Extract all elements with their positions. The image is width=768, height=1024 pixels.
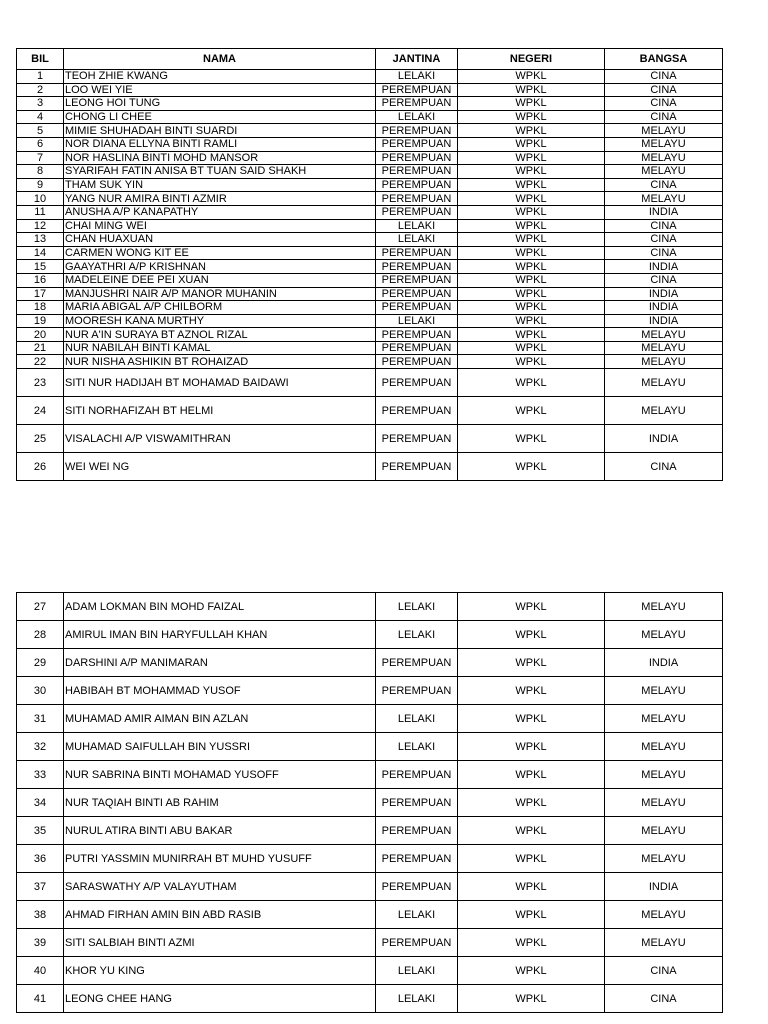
cell-nama: TEOH ZHIE KWANG	[64, 70, 376, 84]
cell-jantina: PEREMPUAN	[376, 151, 458, 165]
cell-bangsa: MELAYU	[605, 593, 723, 621]
cell-jantina: PEREMPUAN	[376, 929, 458, 957]
cell-jantina: LELAKI	[376, 233, 458, 247]
cell-negeri: WPKL	[458, 425, 605, 453]
cell-jantina: LELAKI	[376, 621, 458, 649]
cell-negeri: WPKL	[458, 355, 605, 369]
cell-bil: 33	[17, 761, 64, 789]
cell-bangsa: MELAYU	[605, 165, 723, 179]
cell-jantina: PEREMPUAN	[376, 355, 458, 369]
cell-negeri: WPKL	[458, 985, 605, 1013]
cell-bangsa: MELAYU	[605, 901, 723, 929]
cell-bil: 6	[17, 137, 64, 151]
cell-bil: 15	[17, 260, 64, 274]
cell-negeri: WPKL	[458, 260, 605, 274]
table-row	[17, 233, 723, 247]
cell-bil: 1	[17, 70, 64, 84]
cell-bangsa: MELAYU	[605, 341, 723, 355]
table-row	[17, 425, 723, 453]
cell-bangsa: INDIA	[605, 314, 723, 328]
cell-nama: CHAI MING WEI	[64, 219, 376, 233]
table-row	[17, 137, 723, 151]
cell-nama: NUR SABRINA BINTI MOHAMAD YUSOFF	[64, 761, 376, 789]
cell-bangsa: CINA	[605, 233, 723, 247]
cell-jantina: PEREMPUAN	[376, 328, 458, 342]
cell-nama: WEI WEI NG	[64, 453, 376, 481]
cell-bangsa: MELAYU	[605, 705, 723, 733]
cell-nama: CHONG LI CHEE	[64, 110, 376, 124]
cell-bil: 27	[17, 593, 64, 621]
cell-nama: SYARIFAH FATIN ANISA BT TUAN SAID SHAKH	[64, 165, 376, 179]
cell-negeri: WPKL	[458, 151, 605, 165]
cell-bil: 10	[17, 192, 64, 206]
cell-negeri: WPKL	[458, 901, 605, 929]
cell-negeri: WPKL	[458, 110, 605, 124]
cell-nama: LEONG CHEE HANG	[64, 985, 376, 1013]
header-jantina: JANTINA	[376, 49, 458, 70]
cell-negeri: WPKL	[458, 453, 605, 481]
cell-jantina: PEREMPUAN	[376, 761, 458, 789]
cell-negeri: WPKL	[458, 273, 605, 287]
cell-jantina: PEREMPUAN	[376, 301, 458, 315]
cell-bangsa: MELAYU	[605, 677, 723, 705]
header-negeri: NEGERI	[458, 49, 605, 70]
cell-nama: NUR TAQIAH BINTI AB RAHIM	[64, 789, 376, 817]
cell-bil: 38	[17, 901, 64, 929]
cell-nama: LOO WEI YIE	[64, 83, 376, 97]
cell-jantina: LELAKI	[376, 219, 458, 233]
table-row	[17, 649, 723, 677]
cell-jantina: PEREMPUAN	[376, 817, 458, 845]
cell-nama: GAAYATHRI A/P KRISHNAN	[64, 260, 376, 274]
cell-bil: 3	[17, 97, 64, 111]
cell-negeri: WPKL	[458, 341, 605, 355]
student-table-page-2	[16, 592, 723, 1013]
cell-bil: 21	[17, 341, 64, 355]
cell-bangsa: CINA	[605, 83, 723, 97]
cell-jantina: PEREMPUAN	[376, 425, 458, 453]
cell-nama: HABIBAH BT MOHAMMAD YUSOF	[64, 677, 376, 705]
cell-bangsa: MELAYU	[605, 621, 723, 649]
table-row	[17, 83, 723, 97]
cell-negeri: WPKL	[458, 165, 605, 179]
cell-jantina: LELAKI	[376, 314, 458, 328]
cell-bangsa: INDIA	[605, 287, 723, 301]
table-row	[17, 369, 723, 397]
table-row	[17, 273, 723, 287]
cell-jantina: PEREMPUAN	[376, 677, 458, 705]
cell-bangsa: MELAYU	[605, 369, 723, 397]
table-row	[17, 929, 723, 957]
cell-bil: 26	[17, 453, 64, 481]
cell-bil: 7	[17, 151, 64, 165]
cell-negeri: WPKL	[458, 621, 605, 649]
table-row	[17, 733, 723, 761]
table-row	[17, 873, 723, 901]
cell-negeri: WPKL	[458, 957, 605, 985]
cell-nama: MUHAMAD AMIR AIMAN BIN AZLAN	[64, 705, 376, 733]
cell-bangsa: MELAYU	[605, 397, 723, 425]
cell-bil: 32	[17, 733, 64, 761]
cell-bil: 2	[17, 83, 64, 97]
header-nama: NAMA	[64, 49, 376, 70]
cell-nama: NURUL ATIRA BINTI ABU BAKAR	[64, 817, 376, 845]
table-row	[17, 593, 723, 621]
header-bil: BIL	[17, 49, 64, 70]
cell-bil: 29	[17, 649, 64, 677]
cell-negeri: WPKL	[458, 593, 605, 621]
cell-negeri: WPKL	[458, 124, 605, 138]
cell-negeri: WPKL	[458, 817, 605, 845]
table-row	[17, 219, 723, 233]
cell-bangsa: INDIA	[605, 260, 723, 274]
cell-nama: MUHAMAD SAIFULLAH BIN YUSSRI	[64, 733, 376, 761]
cell-jantina: LELAKI	[376, 733, 458, 761]
cell-jantina: PEREMPUAN	[376, 453, 458, 481]
cell-nama: NUR NABILAH BINTI KAMAL	[64, 341, 376, 355]
cell-bangsa: CINA	[605, 70, 723, 84]
table-row	[17, 165, 723, 179]
cell-bil: 17	[17, 287, 64, 301]
cell-bangsa: MELAYU	[605, 845, 723, 873]
cell-jantina: PEREMPUAN	[376, 369, 458, 397]
cell-bil: 13	[17, 233, 64, 247]
table-row	[17, 341, 723, 355]
cell-jantina: PEREMPUAN	[376, 192, 458, 206]
cell-jantina: LELAKI	[376, 110, 458, 124]
cell-nama: SITI SALBIAH BINTI AZMI	[64, 929, 376, 957]
table-row	[17, 817, 723, 845]
cell-negeri: WPKL	[458, 287, 605, 301]
cell-jantina: PEREMPUAN	[376, 83, 458, 97]
cell-bil: 37	[17, 873, 64, 901]
cell-bangsa: MELAYU	[605, 761, 723, 789]
cell-negeri: WPKL	[458, 845, 605, 873]
cell-nama: CHAN HUAXUAN	[64, 233, 376, 247]
table-row	[17, 301, 723, 315]
cell-jantina: PEREMPUAN	[376, 397, 458, 425]
cell-jantina: PEREMPUAN	[376, 873, 458, 901]
cell-jantina: PEREMPUAN	[376, 260, 458, 274]
cell-nama: AHMAD FIRHAN AMIN BIN ABD RASIB	[64, 901, 376, 929]
cell-bil: 25	[17, 425, 64, 453]
cell-nama: KHOR YU KING	[64, 957, 376, 985]
cell-jantina: PEREMPUAN	[376, 124, 458, 138]
cell-bil: 9	[17, 178, 64, 192]
cell-bil: 19	[17, 314, 64, 328]
table-row	[17, 355, 723, 369]
cell-nama: AMIRUL IMAN BIN HARYFULLAH KHAN	[64, 621, 376, 649]
cell-jantina: LELAKI	[376, 70, 458, 84]
cell-bil: 23	[17, 369, 64, 397]
table-row	[17, 110, 723, 124]
table-row	[17, 453, 723, 481]
cell-bangsa: CINA	[605, 985, 723, 1013]
cell-bangsa: CINA	[605, 219, 723, 233]
table-row	[17, 287, 723, 301]
cell-jantina: PEREMPUAN	[376, 287, 458, 301]
cell-negeri: WPKL	[458, 873, 605, 901]
cell-negeri: WPKL	[458, 178, 605, 192]
cell-bangsa: CINA	[605, 178, 723, 192]
cell-nama: MIMIE SHUHADAH BINTI SUARDI	[64, 124, 376, 138]
cell-jantina: LELAKI	[376, 901, 458, 929]
table-row	[17, 124, 723, 138]
table-row	[17, 845, 723, 873]
cell-bil: 22	[17, 355, 64, 369]
table-body-1	[17, 70, 723, 481]
table-body-2	[17, 593, 723, 1013]
cell-jantina: PEREMPUAN	[376, 137, 458, 151]
cell-negeri: WPKL	[458, 733, 605, 761]
cell-bil: 34	[17, 789, 64, 817]
cell-negeri: WPKL	[458, 192, 605, 206]
cell-bil: 24	[17, 397, 64, 425]
cell-negeri: WPKL	[458, 649, 605, 677]
cell-jantina: PEREMPUAN	[376, 246, 458, 260]
cell-negeri: WPKL	[458, 761, 605, 789]
cell-negeri: WPKL	[458, 97, 605, 111]
cell-jantina: PEREMPUAN	[376, 273, 458, 287]
table-row	[17, 205, 723, 219]
cell-nama: VISALACHI A/P VISWAMITHRAN	[64, 425, 376, 453]
cell-bangsa: MELAYU	[605, 817, 723, 845]
cell-jantina: PEREMPUAN	[376, 845, 458, 873]
cell-negeri: WPKL	[458, 929, 605, 957]
table-row	[17, 70, 723, 84]
cell-bangsa: CINA	[605, 453, 723, 481]
table-row	[17, 260, 723, 274]
student-table-page-1	[16, 48, 723, 481]
cell-negeri: WPKL	[458, 328, 605, 342]
table-row	[17, 705, 723, 733]
cell-negeri: WPKL	[458, 83, 605, 97]
cell-jantina: PEREMPUAN	[376, 165, 458, 179]
cell-negeri: WPKL	[458, 233, 605, 247]
header-bangsa: BANGSA	[605, 49, 723, 70]
cell-nama: NUR NISHA ASHIKIN BT ROHAIZAD	[64, 355, 376, 369]
cell-bil: 14	[17, 246, 64, 260]
cell-nama: SARASWATHY A/P VALAYUTHAM	[64, 873, 376, 901]
cell-bangsa: CINA	[605, 273, 723, 287]
cell-nama: SITI NUR HADIJAH BT MOHAMAD BAIDAWI	[64, 369, 376, 397]
table-row	[17, 328, 723, 342]
cell-bil: 20	[17, 328, 64, 342]
cell-negeri: WPKL	[458, 246, 605, 260]
table-row	[17, 178, 723, 192]
cell-bangsa: MELAYU	[605, 789, 723, 817]
cell-bil: 16	[17, 273, 64, 287]
table-row	[17, 985, 723, 1013]
cell-jantina: LELAKI	[376, 593, 458, 621]
cell-bangsa: CINA	[605, 97, 723, 111]
cell-bangsa: MELAYU	[605, 733, 723, 761]
cell-negeri: WPKL	[458, 705, 605, 733]
cell-negeri: WPKL	[458, 137, 605, 151]
cell-negeri: WPKL	[458, 314, 605, 328]
cell-bil: 31	[17, 705, 64, 733]
cell-bil: 28	[17, 621, 64, 649]
cell-bil: 40	[17, 957, 64, 985]
cell-jantina: LELAKI	[376, 985, 458, 1013]
cell-nama: ADAM LOKMAN BIN MOHD FAIZAL	[64, 593, 376, 621]
cell-bil: 8	[17, 165, 64, 179]
cell-bangsa: INDIA	[605, 873, 723, 901]
table-row	[17, 761, 723, 789]
cell-nama: NOR HASLINA BINTI MOHD MANSOR	[64, 151, 376, 165]
cell-bangsa: CINA	[605, 957, 723, 985]
cell-nama: NOR DIANA ELLYNA BINTI RAMLI	[64, 137, 376, 151]
cell-jantina: PEREMPUAN	[376, 205, 458, 219]
cell-bangsa: MELAYU	[605, 328, 723, 342]
cell-nama: MANJUSHRI NAIR A/P MANOR MUHANIN	[64, 287, 376, 301]
table-row	[17, 397, 723, 425]
table-row	[17, 246, 723, 260]
cell-nama: SITI NORHAFIZAH BT HELMI	[64, 397, 376, 425]
cell-nama: CARMEN WONG KIT EE	[64, 246, 376, 260]
cell-jantina: PEREMPUAN	[376, 97, 458, 111]
table-row	[17, 192, 723, 206]
cell-bangsa: INDIA	[605, 425, 723, 453]
cell-bangsa: CINA	[605, 246, 723, 260]
cell-bangsa: INDIA	[605, 649, 723, 677]
cell-bil: 30	[17, 677, 64, 705]
cell-bangsa: INDIA	[605, 301, 723, 315]
cell-negeri: WPKL	[458, 677, 605, 705]
cell-negeri: WPKL	[458, 70, 605, 84]
cell-bangsa: MELAYU	[605, 137, 723, 151]
cell-bangsa: MELAYU	[605, 192, 723, 206]
cell-nama: PUTRI YASSMIN MUNIRRAH BT MUHD YUSUFF	[64, 845, 376, 873]
cell-nama: DARSHINI A/P MANIMARAN	[64, 649, 376, 677]
table-row	[17, 314, 723, 328]
cell-bil: 35	[17, 817, 64, 845]
cell-bangsa: MELAYU	[605, 151, 723, 165]
cell-bil: 12	[17, 219, 64, 233]
table-row	[17, 957, 723, 985]
cell-jantina: PEREMPUAN	[376, 178, 458, 192]
cell-bil: 5	[17, 124, 64, 138]
cell-negeri: WPKL	[458, 397, 605, 425]
cell-bangsa: MELAYU	[605, 929, 723, 957]
table-row	[17, 677, 723, 705]
cell-nama: THAM SUK YIN	[64, 178, 376, 192]
cell-nama: MADELEINE DEE PEI XUAN	[64, 273, 376, 287]
cell-negeri: WPKL	[458, 219, 605, 233]
table-row	[17, 789, 723, 817]
cell-bil: 41	[17, 985, 64, 1013]
cell-nama: NUR A'IN SURAYA BT AZNOL RIZAL	[64, 328, 376, 342]
table-row	[17, 151, 723, 165]
cell-bil: 39	[17, 929, 64, 957]
cell-bil: 11	[17, 205, 64, 219]
cell-jantina: PEREMPUAN	[376, 649, 458, 677]
cell-nama: LEONG HOI TUNG	[64, 97, 376, 111]
cell-nama: MOORESH KANA MURTHY	[64, 314, 376, 328]
cell-bil: 36	[17, 845, 64, 873]
cell-jantina: LELAKI	[376, 705, 458, 733]
cell-nama: YANG NUR AMIRA BINTI AZMIR	[64, 192, 376, 206]
cell-bil: 4	[17, 110, 64, 124]
cell-negeri: WPKL	[458, 369, 605, 397]
cell-bangsa: INDIA	[605, 205, 723, 219]
cell-bil: 18	[17, 301, 64, 315]
header-row	[17, 49, 723, 70]
cell-jantina: PEREMPUAN	[376, 789, 458, 817]
cell-nama: MARIA ABIGAL A/P CHILBORM	[64, 301, 376, 315]
cell-bangsa: CINA	[605, 110, 723, 124]
table-row	[17, 621, 723, 649]
cell-jantina: LELAKI	[376, 957, 458, 985]
cell-negeri: WPKL	[458, 789, 605, 817]
cell-bangsa: MELAYU	[605, 124, 723, 138]
cell-bangsa: MELAYU	[605, 355, 723, 369]
cell-negeri: WPKL	[458, 205, 605, 219]
cell-nama: ANUSHA A/P KANAPATHY	[64, 205, 376, 219]
table-row	[17, 901, 723, 929]
cell-jantina: PEREMPUAN	[376, 341, 458, 355]
table-row	[17, 97, 723, 111]
cell-negeri: WPKL	[458, 301, 605, 315]
